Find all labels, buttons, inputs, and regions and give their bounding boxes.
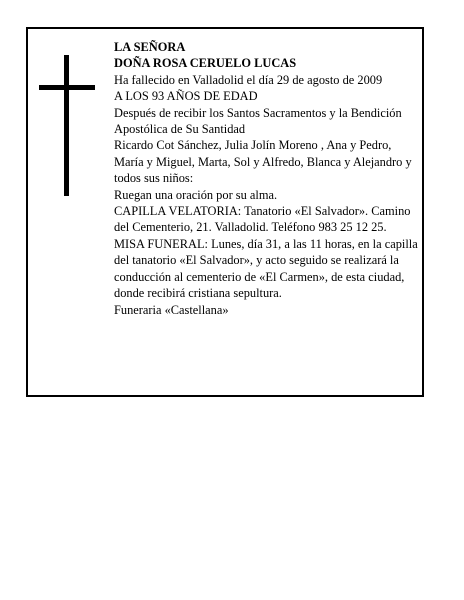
cross-horizontal-bar — [39, 85, 95, 90]
prayer-request: Ruegan una oración por su alma. — [114, 187, 278, 202]
sacraments-line: Después de recibir los Santos Sacramentos y la Bendición Apostólica de Su Santidad — [114, 105, 402, 137]
deceased-name: DOÑA ROSA CERUELO LUCAS — [114, 56, 297, 71]
funeral-mass-info: MISA FUNERAL: Lunes, día 31, a las 11 horas, en la capilla del tanatorio «El Salvador», y acto seguido se realizará la conducción al cementerio de «El Carmen», de esta ciudad, donde recibirá cristiana sepultura. — [114, 236, 418, 301]
age-line: A LOS 93 AÑOS DE EDAD — [114, 89, 258, 104]
chapel-info: CAPILLA VELATORIA: Tanatorio «El Salvador». Camino del Cementerio, 21. Valladolid. Teléfono 983 25 12 25. — [114, 204, 411, 235]
cross-vertical-bar — [64, 55, 69, 196]
family-line: Ricardo Cot Sánchez, Julia Jolín Moreno , Ana y Pedro, María y Miguel, Marta, Sol y Alfredo, Blanca y Alejandro y todos sus niños: — [114, 138, 412, 186]
funeral-home: Funeraria «Castellana» — [114, 302, 229, 317]
obituary-text — [114, 39, 420, 318]
death-info: Ha fallecido en Valladolid el día 29 de agosto de 2009 — [114, 72, 383, 87]
title-line-1: LA SEÑORA — [114, 40, 186, 54]
